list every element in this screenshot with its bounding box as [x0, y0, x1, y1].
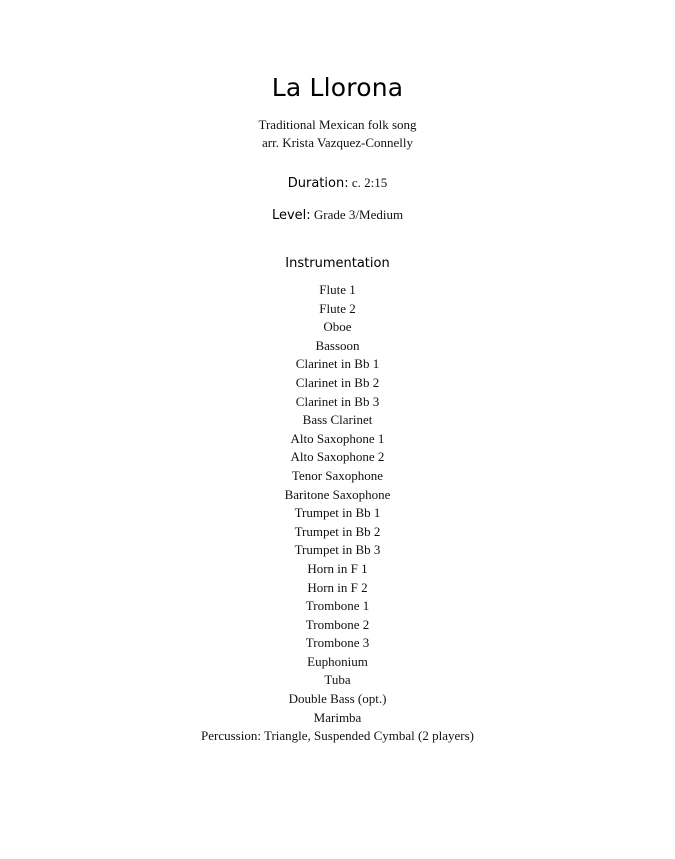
- instrument-item: Trumpet in Bb 2: [294, 523, 381, 539]
- instrument-item: Clarinet in Bb 1: [295, 356, 380, 372]
- instrument-item: Alto Saxophone 1: [290, 430, 385, 446]
- level-line: [0, 205, 675, 226]
- instrument-item: Marimba: [313, 709, 362, 725]
- instrument-item: Clarinet in Bb 2: [295, 374, 380, 390]
- instrument-item: Trumpet in Bb 3: [294, 542, 381, 558]
- subtitle-origin: Traditional Mexican folk song: [258, 117, 417, 132]
- instrument-item: Alto Saxophone 2: [290, 449, 385, 465]
- page-title: La Llorona: [271, 73, 404, 102]
- instrument-item: Euphonium: [307, 653, 368, 669]
- instrumentation-heading: Instrumentation: [285, 256, 390, 271]
- instrument-item: Clarinet in Bb 3: [295, 393, 380, 409]
- duration-line: [0, 173, 675, 194]
- level-label: Level:: [271, 208, 311, 223]
- instrument-item: Oboe: [323, 319, 352, 335]
- duration-label: Duration:: [287, 176, 349, 191]
- instrument-item: Trombone 1: [305, 598, 370, 614]
- instrument-item: Tuba: [324, 672, 351, 688]
- instrument-item: Trumpet in Bb 1: [294, 505, 381, 521]
- duration-value: c. 2:15: [351, 175, 388, 190]
- instrument-item: Flute 2: [319, 300, 356, 316]
- instrument-item: Percussion: Triangle, Suspended Cymbal (2 players): [201, 728, 474, 744]
- instrument-item: Baritone Saxophone: [284, 486, 391, 502]
- instrument-list: [0, 281, 675, 746]
- instrument-item: Horn in F 1: [307, 560, 368, 576]
- instrument-item: Tenor Saxophone: [291, 467, 384, 483]
- instrument-item: Bass Clarinet: [302, 412, 373, 428]
- instrument-item: Flute 1: [319, 282, 356, 297]
- level-value: Grade 3/Medium: [313, 207, 404, 222]
- instrument-item: Trombone 2: [305, 616, 370, 632]
- instrument-item: Horn in F 2: [307, 579, 368, 595]
- instrument-item: Trombone 3: [305, 635, 370, 651]
- subtitle-arranger: arr. Krista Vazquez-Connelly: [261, 135, 414, 150]
- instrument-item: Double Bass (opt.): [288, 691, 387, 707]
- instrument-item: Bassoon: [315, 337, 360, 353]
